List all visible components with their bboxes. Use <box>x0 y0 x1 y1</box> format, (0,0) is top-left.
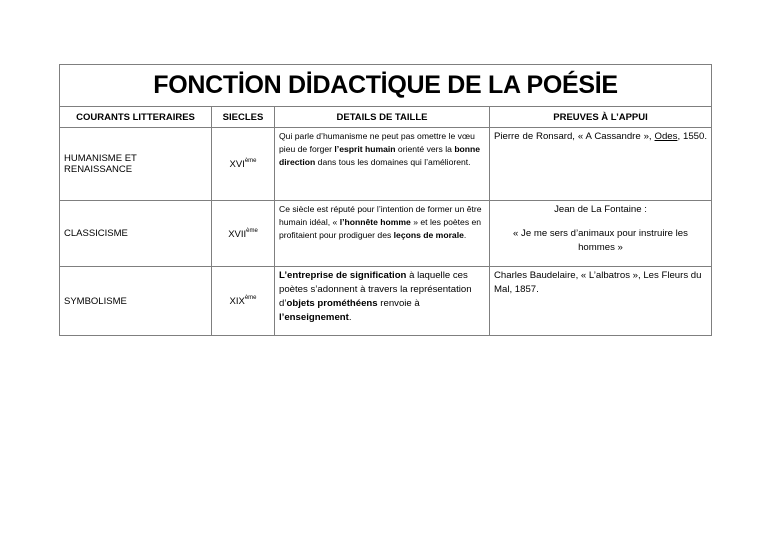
preuves-text: Pierre de Ronsard, « A Cassandre », <box>494 131 655 142</box>
details-emphasis: l’esprit humain <box>334 144 396 154</box>
header-preuves: PREUVES À L’APPUI <box>490 107 712 128</box>
details-cell <box>275 201 490 267</box>
siecle-value: XVII <box>228 228 247 240</box>
table-row <box>60 201 712 267</box>
details-text: renvoie à <box>377 298 420 309</box>
preuves-work-title: Odes <box>654 131 678 142</box>
details-emphasis: l’enseignement <box>279 312 349 323</box>
siecle-cell <box>212 128 275 201</box>
courant-cell: CLASSICISME <box>60 201 212 267</box>
details-text: Ce siècle est réputé pour l’intention de former un être humain idéal, « <box>279 204 482 227</box>
details-text: . <box>348 312 352 323</box>
courant-cell: SYMBOLISME <box>60 267 212 336</box>
details-text: à laquelle ces poètes s’adonnent à travers la représentation d’ <box>279 270 472 309</box>
details-text: » et les poètes en profitaient pour prodiguer des <box>279 217 482 240</box>
preuves-cell: Charles Baudelaire, « L’albatros », Les Fleurs du Mal, 1857. <box>490 267 712 336</box>
siecle-value: XIX <box>229 296 245 307</box>
details-emphasis: l’honnête homme <box>339 217 411 227</box>
details-emphasis: bonne direction <box>279 144 481 167</box>
siecle-cell <box>212 201 275 267</box>
details-cell <box>275 128 490 201</box>
siecle-cell <box>212 267 275 336</box>
header-details: DETAILS DE TAILLE <box>275 107 490 128</box>
details-emphasis: leçons de morale <box>393 230 464 240</box>
details-text: orienté vers la <box>395 144 455 154</box>
details-cell <box>275 267 490 336</box>
poetry-table <box>59 64 712 336</box>
preuves-cell <box>490 201 712 267</box>
details-text: Qui parle d’humanisme ne peut pas omettre le vœu pieu de forger <box>279 131 475 154</box>
header-siecles: SIECLES <box>212 107 275 128</box>
details-text: . <box>463 230 467 240</box>
siecle-suffix: ème <box>246 227 258 234</box>
details-emphasis: L’entreprise de signification <box>279 270 407 281</box>
preuves-cell <box>490 128 712 201</box>
preuves-text: , 1550. <box>677 131 708 142</box>
preuves-author: Jean de La Fontaine : <box>554 204 647 215</box>
table-row <box>60 267 712 336</box>
page-title: FONCTİON DİDACTİQUE DE LA POÉSİE <box>60 65 712 107</box>
preuves-quote: « Je me sers d’animaux pour instruire les hommes » <box>513 228 688 253</box>
details-text: dans tous les domaines qui l’améliorent. <box>315 157 471 167</box>
details-emphasis: objets prométhéens <box>286 298 378 309</box>
siecle-suffix: ème <box>244 295 257 301</box>
courant-cell: HUMANISME ET RENAISSANCE <box>60 128 212 201</box>
table-row <box>60 128 712 201</box>
header-courants: COURANTS LITTERAIRES <box>60 107 212 128</box>
siecle-value: XVI <box>229 159 245 170</box>
siecle-suffix: ème <box>244 158 257 164</box>
